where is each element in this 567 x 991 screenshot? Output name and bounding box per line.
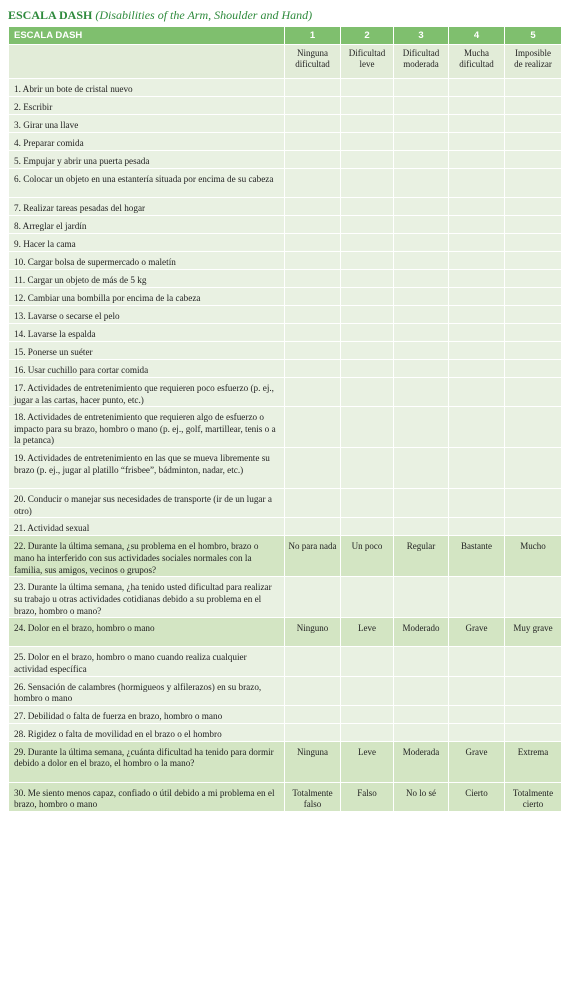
- question-row: [9, 288, 562, 306]
- question-text: 30. Me siento menos capaz, confiado o útil debido a mi problema en el brazo, hombro o mano: [9, 782, 285, 811]
- answer-cell-3[interactable]: [394, 216, 449, 234]
- answer-cell-2[interactable]: [341, 518, 394, 536]
- question-row: [9, 518, 562, 536]
- question-row: [9, 133, 562, 151]
- answer-cell-2[interactable]: [341, 723, 394, 741]
- question-text: 18. Actividades de entretenimiento que requieren algo de esfuerzo o impacto para su brazo, hombro o mano (p. ej., golf, martillear, tenis o a la petanca): [9, 407, 285, 448]
- answer-cell-2[interactable]: [341, 234, 394, 252]
- answer-cell-5[interactable]: [505, 705, 562, 723]
- answer-cell-2[interactable]: [341, 306, 394, 324]
- question-row: [9, 489, 562, 518]
- answer-cell-1[interactable]: [285, 448, 341, 489]
- answer-cell-4[interactable]: [449, 151, 505, 169]
- answer-cell-1[interactable]: [285, 270, 341, 288]
- answer-cell-4[interactable]: [449, 115, 505, 133]
- answer-cell-2[interactable]: [341, 198, 394, 216]
- answer-cell-3[interactable]: [394, 489, 449, 518]
- question-text: 3. Girar una llave: [9, 115, 285, 133]
- question-row: [9, 169, 562, 198]
- answer-option-4[interactable]: Cierto: [449, 782, 505, 811]
- dash-table-body: [9, 27, 562, 812]
- question-text: 11. Cargar un objeto de más de 5 kg: [9, 270, 285, 288]
- header-col-4: 4: [449, 27, 505, 45]
- answer-cell-1[interactable]: [285, 705, 341, 723]
- question-row: [9, 577, 562, 618]
- answer-cell-3[interactable]: [394, 360, 449, 378]
- answer-cell-3[interactable]: [394, 577, 449, 618]
- answer-cell-5[interactable]: [505, 198, 562, 216]
- answer-cell-5[interactable]: [505, 306, 562, 324]
- answer-cell-1[interactable]: [285, 216, 341, 234]
- answer-option-2[interactable]: Falso: [341, 782, 394, 811]
- answer-cell-2[interactable]: [341, 705, 394, 723]
- answer-cell-1[interactable]: [285, 97, 341, 115]
- header-col-2: 2: [341, 27, 394, 45]
- answer-cell-2[interactable]: [341, 342, 394, 360]
- answer-cell-2[interactable]: [341, 270, 394, 288]
- answer-option-4[interactable]: Grave: [449, 741, 505, 782]
- question-text: 24. Dolor en el brazo, hombro o mano: [9, 618, 285, 647]
- answer-cell-5[interactable]: [505, 216, 562, 234]
- answer-cell-5[interactable]: [505, 676, 562, 705]
- question-text: 10. Cargar bolsa de supermercado o maletín: [9, 252, 285, 270]
- answer-cell-5[interactable]: [505, 252, 562, 270]
- scale-label-5: Imposible de realizar: [505, 45, 562, 79]
- answer-cell-1[interactable]: [285, 518, 341, 536]
- answer-cell-3[interactable]: [394, 115, 449, 133]
- scale-label-1: Ninguna dificultad: [285, 45, 341, 79]
- answer-cell-3[interactable]: [394, 252, 449, 270]
- answer-cell-2[interactable]: [341, 676, 394, 705]
- answer-cell-4[interactable]: [449, 676, 505, 705]
- answer-cell-5[interactable]: [505, 288, 562, 306]
- scale-label-3: Dificultad moderada: [394, 45, 449, 79]
- answer-cell-2[interactable]: [341, 448, 394, 489]
- answer-option-5[interactable]: Mucho: [505, 536, 562, 577]
- answer-cell-4[interactable]: [449, 324, 505, 342]
- answer-cell-4[interactable]: [449, 360, 505, 378]
- answer-cell-5[interactable]: [505, 448, 562, 489]
- question-text: 28. Rigidez o falta de movilidad en el brazo o el hombro: [9, 723, 285, 741]
- answer-cell-5[interactable]: [505, 133, 562, 151]
- header-label: ESCALA DASH: [9, 27, 285, 45]
- dash-table: [8, 26, 562, 812]
- answer-cell-2[interactable]: [341, 252, 394, 270]
- answer-cell-4[interactable]: [449, 252, 505, 270]
- answer-cell-2[interactable]: [341, 324, 394, 342]
- question-row: [9, 97, 562, 115]
- answer-cell-2[interactable]: [341, 151, 394, 169]
- answer-cell-4[interactable]: [449, 518, 505, 536]
- question-text: 16. Usar cuchillo para cortar comida: [9, 360, 285, 378]
- question-text: 20. Conducir o manejar sus necesidades de transporte (ir de un lugar a otro): [9, 489, 285, 518]
- answer-cell-3[interactable]: [394, 378, 449, 407]
- question-row: [9, 306, 562, 324]
- answer-cell-5[interactable]: [505, 342, 562, 360]
- answer-cell-2[interactable]: [341, 169, 394, 198]
- answer-option-2[interactable]: Un poco: [341, 536, 394, 577]
- answer-cell-1[interactable]: [285, 234, 341, 252]
- answer-cell-4[interactable]: [449, 198, 505, 216]
- question-row: [9, 782, 562, 811]
- answer-cell-3[interactable]: [394, 288, 449, 306]
- answer-cell-5[interactable]: [505, 647, 562, 676]
- answer-cell-4[interactable]: [449, 647, 505, 676]
- question-row: [9, 448, 562, 489]
- answer-cell-3[interactable]: [394, 647, 449, 676]
- answer-cell-2[interactable]: [341, 133, 394, 151]
- answer-cell-1[interactable]: [285, 133, 341, 151]
- question-text: 27. Debilidad o falta de fuerza en brazo, hombro o mano: [9, 705, 285, 723]
- question-row: [9, 342, 562, 360]
- answer-cell-4[interactable]: [449, 306, 505, 324]
- question-text: 6. Colocar un objeto en una estantería situada por encima de su cabeza: [9, 169, 285, 198]
- answer-cell-2[interactable]: [341, 216, 394, 234]
- answer-cell-4[interactable]: [449, 705, 505, 723]
- answer-cell-2[interactable]: [341, 577, 394, 618]
- answer-cell-5[interactable]: [505, 378, 562, 407]
- answer-cell-1[interactable]: [285, 151, 341, 169]
- answer-cell-4[interactable]: [449, 577, 505, 618]
- question-text: 13. Lavarse o secarse el pelo: [9, 306, 285, 324]
- document-title: [8, 6, 561, 26]
- answer-cell-3[interactable]: [394, 169, 449, 198]
- answer-cell-3[interactable]: [394, 306, 449, 324]
- question-row: [9, 79, 562, 97]
- answer-cell-3[interactable]: [394, 342, 449, 360]
- answer-cell-2[interactable]: [341, 79, 394, 97]
- question-row: [9, 536, 562, 577]
- answer-cell-2[interactable]: [341, 378, 394, 407]
- answer-cell-5[interactable]: [505, 489, 562, 518]
- question-row: [9, 676, 562, 705]
- answer-cell-4[interactable]: [449, 378, 505, 407]
- answer-cell-1[interactable]: [285, 342, 341, 360]
- answer-cell-3[interactable]: [394, 151, 449, 169]
- answer-cell-4[interactable]: [449, 216, 505, 234]
- answer-cell-1[interactable]: [285, 324, 341, 342]
- scale-label-2: Dificultad leve: [341, 45, 394, 79]
- question-row: [9, 234, 562, 252]
- answer-cell-1[interactable]: [285, 647, 341, 676]
- answer-option-5[interactable]: Extrema: [505, 741, 562, 782]
- answer-cell-4[interactable]: [449, 489, 505, 518]
- question-row: [9, 647, 562, 676]
- question-text: 15. Ponerse un suéter: [9, 342, 285, 360]
- answer-cell-2[interactable]: [341, 647, 394, 676]
- question-text: 4. Preparar comida: [9, 133, 285, 151]
- answer-cell-5[interactable]: [505, 324, 562, 342]
- title-subtitle: (Disabilities of the Arm, Shoulder and Hand): [95, 8, 313, 22]
- answer-cell-5[interactable]: [505, 151, 562, 169]
- scale-labels-spacer: [9, 45, 285, 79]
- answer-option-1[interactable]: Ninguna: [285, 741, 341, 782]
- answer-cell-3[interactable]: [394, 133, 449, 151]
- question-text: 14. Lavarse la espalda: [9, 324, 285, 342]
- answer-cell-3[interactable]: [394, 676, 449, 705]
- answer-cell-5[interactable]: [505, 169, 562, 198]
- answer-cell-4[interactable]: [449, 234, 505, 252]
- answer-cell-3[interactable]: [394, 448, 449, 489]
- answer-option-3[interactable]: No lo sé: [394, 782, 449, 811]
- header-col-3: 3: [394, 27, 449, 45]
- scale-labels-row: [9, 45, 562, 79]
- question-row: [9, 407, 562, 448]
- answer-cell-5[interactable]: [505, 270, 562, 288]
- question-row: [9, 723, 562, 741]
- question-text: 25. Dolor en el brazo, hombro o mano cuando realiza cualquier actividad específica: [9, 647, 285, 676]
- answer-option-2[interactable]: Leve: [341, 741, 394, 782]
- answer-cell-1[interactable]: [285, 288, 341, 306]
- answer-cell-4[interactable]: [449, 342, 505, 360]
- question-text: 2. Escribir: [9, 97, 285, 115]
- answer-cell-2[interactable]: [341, 360, 394, 378]
- answer-cell-5[interactable]: [505, 97, 562, 115]
- question-row: [9, 270, 562, 288]
- answer-cell-3[interactable]: [394, 270, 449, 288]
- question-row: [9, 618, 562, 647]
- question-text: 23. Durante la última semana, ¿ha tenido usted dificultad para realizar su trabajo u otras actividades cotidianas debido a su problema en el brazo, hombro o mano?: [9, 577, 285, 618]
- answer-cell-1[interactable]: [285, 489, 341, 518]
- answer-cell-4[interactable]: [449, 133, 505, 151]
- question-text: 19. Actividades de entretenimiento en las que se mueva libremente su brazo (p. ej., jugar al platillo “frisbee”, bádminton, nadar, etc.): [9, 448, 285, 489]
- answer-cell-1[interactable]: [285, 407, 341, 448]
- question-text: 17. Actividades de entretenimiento que requieren poco esfuerzo (p. ej., jugar a las cartas, hacer punto, etc.): [9, 378, 285, 407]
- answer-cell-1[interactable]: [285, 378, 341, 407]
- answer-cell-4[interactable]: [449, 97, 505, 115]
- answer-cell-5[interactable]: [505, 79, 562, 97]
- answer-cell-1[interactable]: [285, 577, 341, 618]
- answer-cell-2[interactable]: [341, 288, 394, 306]
- answer-cell-4[interactable]: [449, 723, 505, 741]
- header-col-5: 5: [505, 27, 562, 45]
- answer-option-4[interactable]: Grave: [449, 618, 505, 647]
- question-row: [9, 151, 562, 169]
- answer-cell-1[interactable]: [285, 169, 341, 198]
- answer-cell-4[interactable]: [449, 288, 505, 306]
- answer-option-3[interactable]: Regular: [394, 536, 449, 577]
- answer-cell-3[interactable]: [394, 234, 449, 252]
- question-text: 26. Sensación de calambres (hormigueos y alfilerazos) en su brazo, hombro o mano: [9, 676, 285, 705]
- scale-label-4: Mucha dificultad: [449, 45, 505, 79]
- answer-cell-3[interactable]: [394, 198, 449, 216]
- answer-cell-1[interactable]: [285, 252, 341, 270]
- answer-cell-1[interactable]: [285, 115, 341, 133]
- answer-cell-2[interactable]: [341, 97, 394, 115]
- question-row: [9, 741, 562, 782]
- question-row: [9, 360, 562, 378]
- question-text: 29. Durante la última semana, ¿cuánta dificultad ha tenido para dormir debido a dolor en el brazo, el hombro o la mano?: [9, 741, 285, 782]
- answer-cell-2[interactable]: [341, 115, 394, 133]
- answer-cell-2[interactable]: [341, 489, 394, 518]
- answer-cell-5[interactable]: [505, 234, 562, 252]
- answer-cell-3[interactable]: [394, 723, 449, 741]
- question-row: [9, 705, 562, 723]
- title-main: ESCALA DASH: [8, 8, 93, 22]
- answer-cell-4[interactable]: [449, 79, 505, 97]
- answer-option-5[interactable]: Muy grave: [505, 618, 562, 647]
- answer-cell-1[interactable]: [285, 723, 341, 741]
- answer-cell-3[interactable]: [394, 705, 449, 723]
- answer-option-3[interactable]: Moderada: [394, 741, 449, 782]
- question-row: [9, 252, 562, 270]
- question-text: 21. Actividad sexual: [9, 518, 285, 536]
- answer-cell-5[interactable]: [505, 407, 562, 448]
- answer-option-1[interactable]: No para nada: [285, 536, 341, 577]
- answer-option-1[interactable]: Totalmente falso: [285, 782, 341, 811]
- answer-cell-4[interactable]: [449, 407, 505, 448]
- answer-option-3[interactable]: Moderado: [394, 618, 449, 647]
- question-row: [9, 378, 562, 407]
- answer-cell-5[interactable]: [505, 360, 562, 378]
- question-text: 1. Abrir un bote de cristal nuevo: [9, 79, 285, 97]
- answer-cell-3[interactable]: [394, 324, 449, 342]
- answer-option-4[interactable]: Bastante: [449, 536, 505, 577]
- answer-cell-4[interactable]: [449, 448, 505, 489]
- answer-option-2[interactable]: Leve: [341, 618, 394, 647]
- question-text: 7. Realizar tareas pesadas del hogar: [9, 198, 285, 216]
- table-header-row: [9, 27, 562, 45]
- answer-cell-3[interactable]: [394, 407, 449, 448]
- header-col-1: 1: [285, 27, 341, 45]
- answer-cell-4[interactable]: [449, 270, 505, 288]
- answer-cell-5[interactable]: [505, 723, 562, 741]
- answer-cell-1[interactable]: [285, 198, 341, 216]
- question-text: 22. Durante la última semana, ¿su problema en el hombro, brazo o mano ha interferido con sus actividades sociales normales con la familia, sus amigos, vecinos o grupos?: [9, 536, 285, 577]
- answer-cell-1[interactable]: [285, 79, 341, 97]
- answer-cell-1[interactable]: [285, 676, 341, 705]
- answer-cell-1[interactable]: [285, 306, 341, 324]
- question-row: [9, 198, 562, 216]
- question-text: 12. Cambiar una bombilla por encima de la cabeza: [9, 288, 285, 306]
- answer-cell-5[interactable]: [505, 115, 562, 133]
- answer-cell-5[interactable]: [505, 518, 562, 536]
- answer-option-5[interactable]: Totalmente cierto: [505, 782, 562, 811]
- question-text: 8. Arreglar el jardín: [9, 216, 285, 234]
- answer-option-1[interactable]: Ninguno: [285, 618, 341, 647]
- question-row: [9, 324, 562, 342]
- answer-cell-3[interactable]: [394, 518, 449, 536]
- answer-cell-5[interactable]: [505, 577, 562, 618]
- question-row: [9, 216, 562, 234]
- answer-cell-3[interactable]: [394, 97, 449, 115]
- question-row: [9, 115, 562, 133]
- answer-cell-4[interactable]: [449, 169, 505, 198]
- answer-cell-2[interactable]: [341, 407, 394, 448]
- answer-cell-3[interactable]: [394, 79, 449, 97]
- question-text: 9. Hacer la cama: [9, 234, 285, 252]
- question-text: 5. Empujar y abrir una puerta pesada: [9, 151, 285, 169]
- answer-cell-1[interactable]: [285, 360, 341, 378]
